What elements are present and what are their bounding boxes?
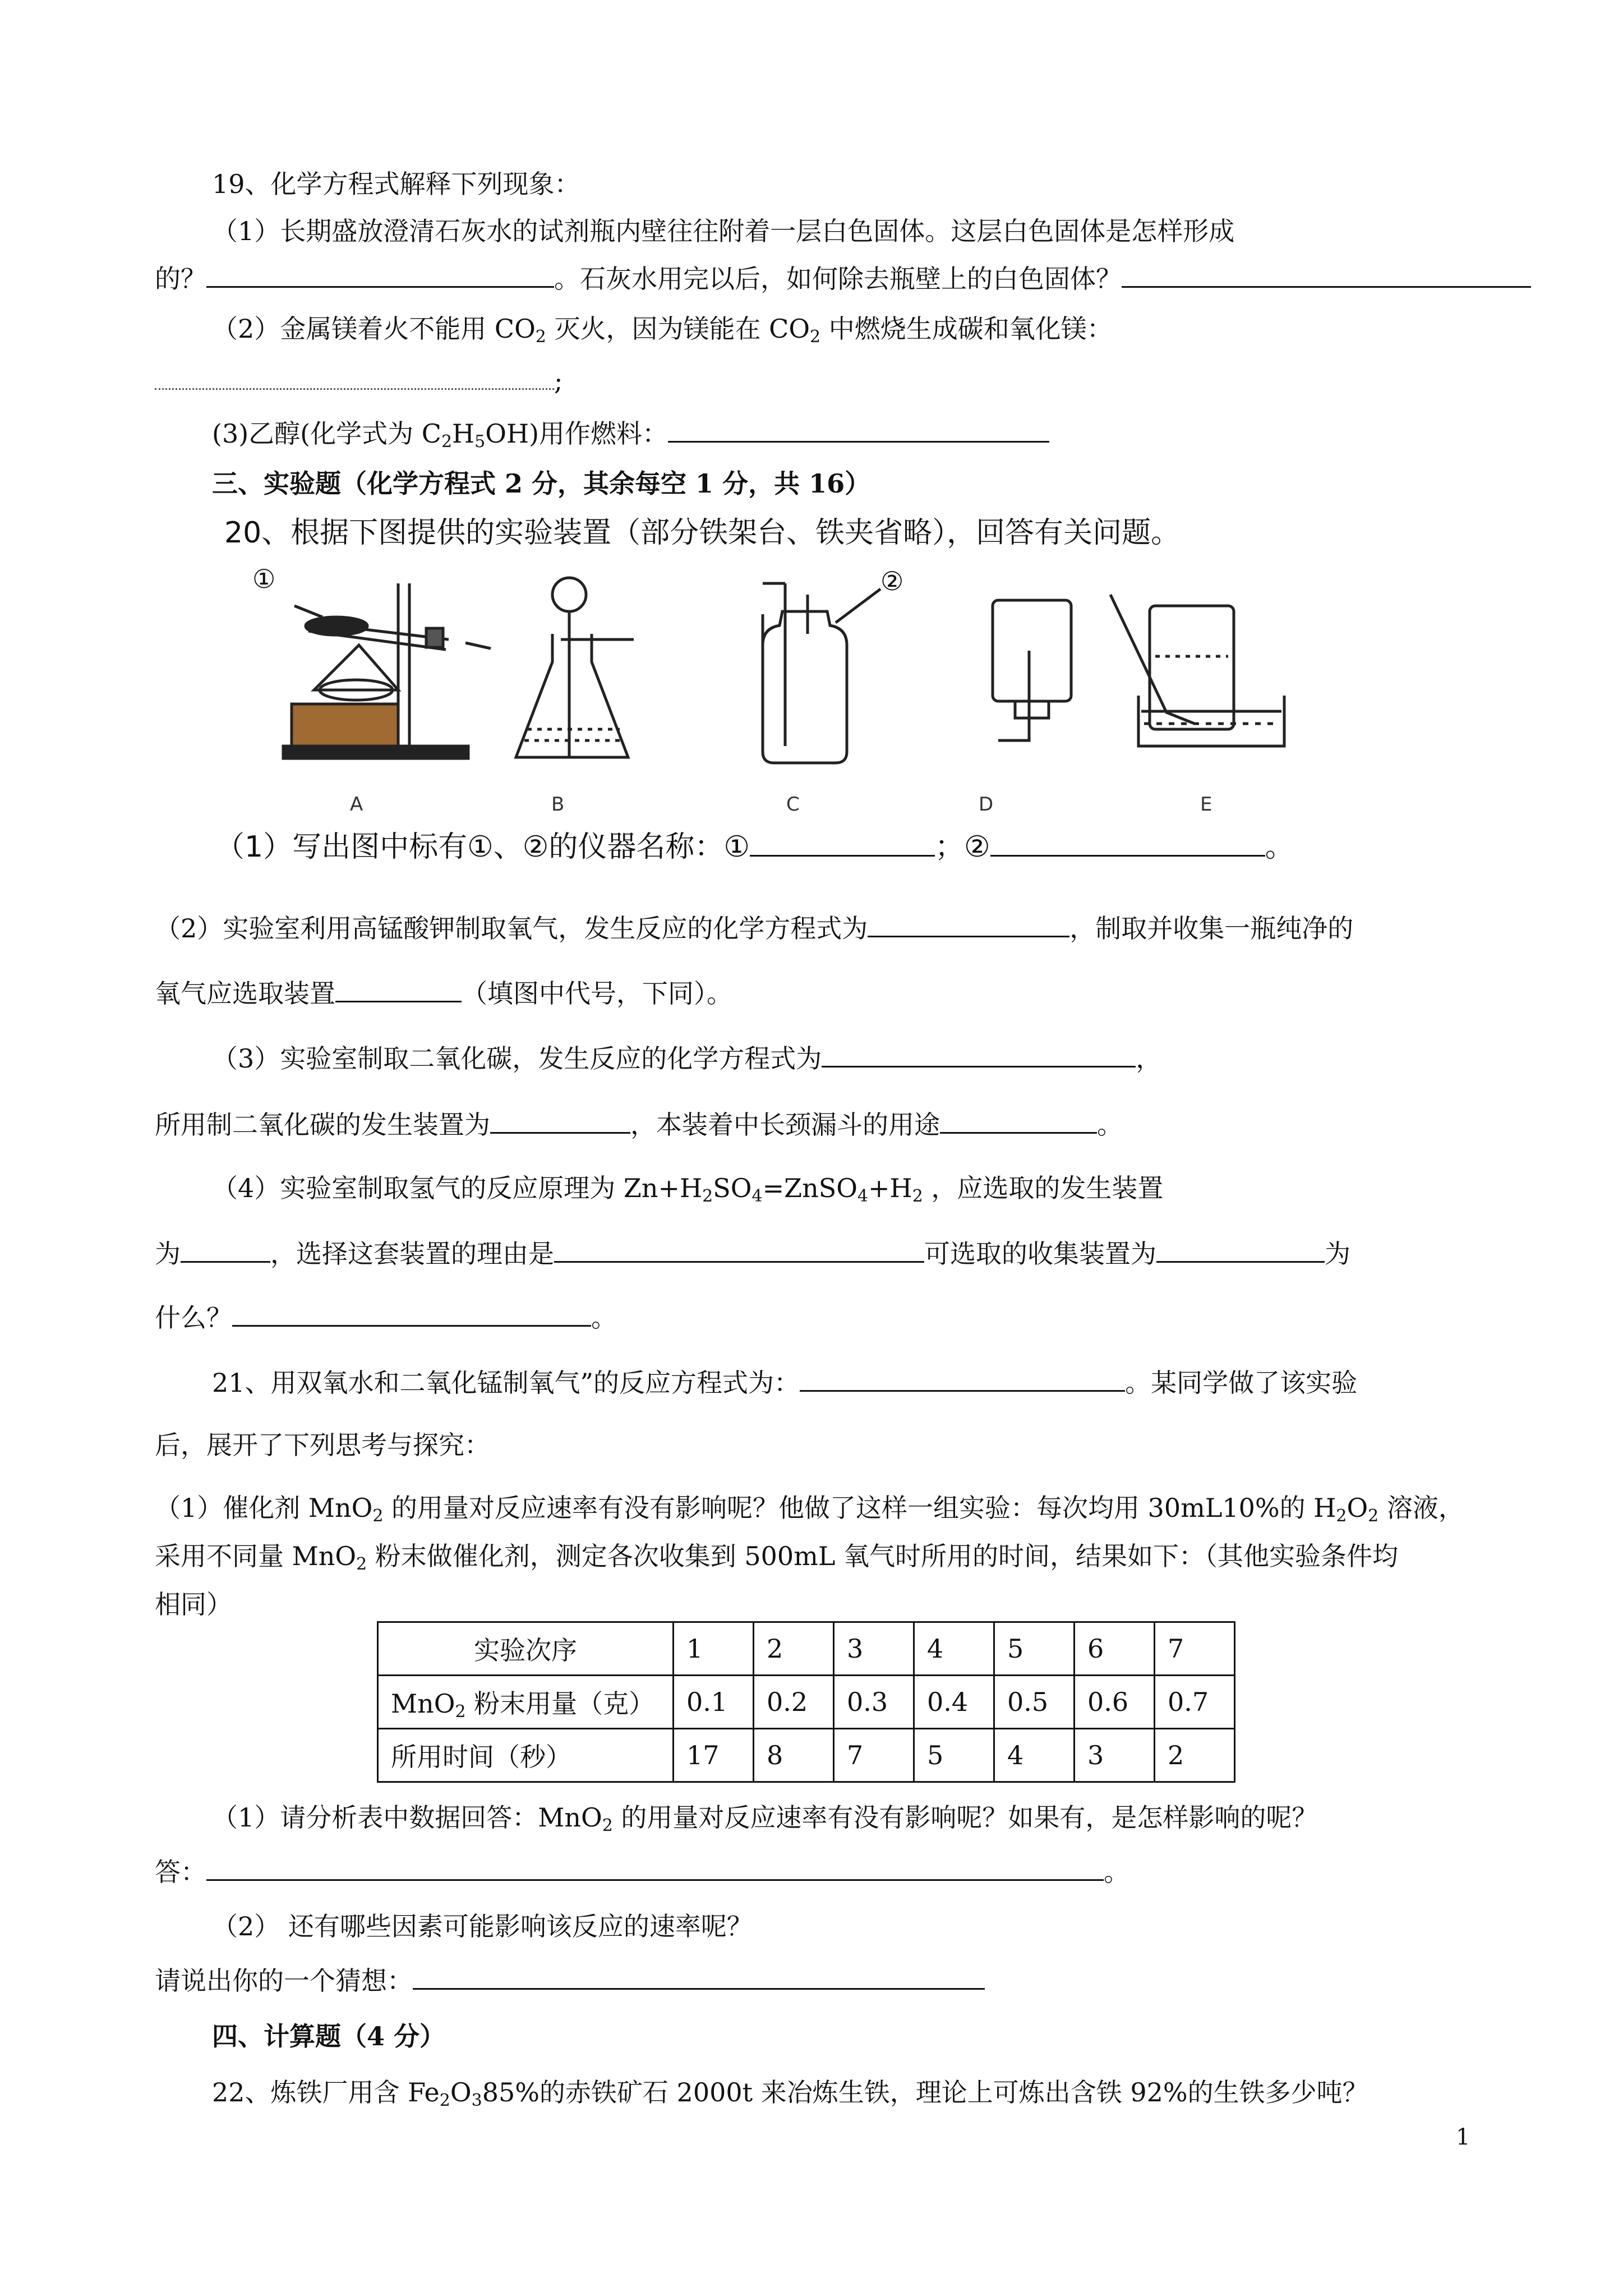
- table-cell: 0.6: [1075, 1676, 1155, 1729]
- table-cell: 4: [914, 1622, 994, 1676]
- q21-line3: [155, 1491, 1464, 1525]
- q21-answer: [155, 1855, 1129, 1889]
- q20-part4-text-j: 什么？: [155, 1303, 232, 1333]
- q20-part3-line1: [212, 1041, 1161, 1075]
- q20-part1: [215, 830, 1294, 864]
- q21-line5: 相同）: [155, 1589, 232, 1619]
- q21-text-c: （1）催化剂 MnO: [155, 1493, 373, 1523]
- q20-part1-text-a: （1）写出图中标有①、②的仪器名称：①: [215, 830, 750, 864]
- q20-part2-text-d: （填图中代号，下同）。: [462, 978, 732, 1009]
- label-a: A: [350, 793, 363, 816]
- q19-part2-line1: [212, 312, 1113, 346]
- q20-part4-line2: [155, 1236, 1350, 1271]
- subscript: 2: [439, 2091, 450, 2110]
- marker-2: ②: [880, 566, 904, 596]
- q19-blank-4[interactable]: [668, 416, 1049, 443]
- label-d: D: [979, 793, 994, 816]
- q19-part2-text-c: 中燃烧生成碳和氧化镁：: [820, 314, 1113, 344]
- subscript: 5: [474, 432, 486, 452]
- q22-text-c: 85%的赤铁矿石 2000t 来冶炼生铁，理论上可炼出含铁 92%的生铁多少吨？: [482, 2077, 1368, 2108]
- q21-text-h: 粉末做催化剂，测定各次收集到 500mL 氧气时所用的时间，结果如下：（其他实验条件均: [367, 1541, 1398, 1571]
- table-cell: 7: [834, 1729, 914, 1782]
- apparatus-c: [763, 583, 880, 763]
- subscript: 2: [535, 327, 546, 347]
- apparatus-a: [283, 583, 491, 758]
- table-cell: 0.2: [754, 1676, 834, 1729]
- q20-part4-text-e: ，应选取的发生装置: [923, 1173, 1164, 1203]
- q19-part2-text-a: （2）金属镁着火不能用 CO: [212, 314, 536, 344]
- q20-blank-5[interactable]: [822, 1041, 1136, 1068]
- q20-blank-2[interactable]: [990, 830, 1265, 857]
- table-cell: 实验次序: [378, 1622, 674, 1676]
- q20-title: 20、根据下图提供的实验装置（部分铁架台、铁夹省略），回答有关问题。: [224, 516, 1181, 550]
- page-number: 1: [1456, 2124, 1470, 2150]
- q20-blank-1[interactable]: [750, 830, 935, 857]
- q21-line4: [155, 1539, 1398, 1573]
- q21-text-a: 21、用双氧水和二氧化锰制氧气”的反应方程式为：: [212, 1368, 800, 1398]
- q20-blank-3[interactable]: [868, 911, 1069, 937]
- q20-part2-text-c: 氧气应选取装置: [155, 978, 335, 1009]
- q19-part2-text-b: 灭火，因为镁能在 CO: [546, 314, 810, 344]
- data-table: [377, 1621, 1235, 1783]
- q21-text-j: 的用量对反应速率有没有影响呢？如果有，是怎样影响的呢？: [612, 1802, 1318, 1833]
- q21-blank-2[interactable]: [206, 1855, 1104, 1881]
- q20-part3-text-e: 。: [1097, 1110, 1123, 1140]
- q20-part2-line1: [155, 911, 1353, 945]
- q20-blank-11[interactable]: [232, 1300, 591, 1327]
- subscript: 2: [912, 1186, 923, 1206]
- q21-line1: [212, 1365, 1357, 1400]
- q20-part4-text-i: 为: [1325, 1239, 1350, 1269]
- cell-text: 粉末用量（克）: [465, 1688, 655, 1719]
- table-cell: 5: [914, 1729, 994, 1782]
- label-b: B: [551, 793, 565, 816]
- q20-blank-9[interactable]: [554, 1236, 924, 1263]
- q21-guess: [155, 1963, 985, 1998]
- q20-part4-line1: [212, 1171, 1163, 1205]
- subscript: 2: [1368, 1506, 1379, 1526]
- q21-text-d: 的用量对反应速率有没有影响呢？他做了这样一组实验：每次均用 30mL10%的 H: [383, 1493, 1336, 1523]
- q20-part4-text-k: 。: [591, 1303, 617, 1333]
- q19-part1-text-b: 。石灰水用完以后，如何除去瓶壁上的白色固体？: [554, 264, 1122, 294]
- q22-text-b: O: [450, 2077, 472, 2108]
- q19-part2-line2: [155, 364, 563, 398]
- q20-part3-text-b: ，: [1136, 1043, 1162, 1074]
- q22-text-a: 22、炼铁厂用含 Fe: [212, 2077, 440, 2108]
- q21-text-i: （1）请分析表中数据回答：MnO: [212, 1802, 602, 1833]
- section4-heading: 四、计算题（4 分）: [212, 2021, 446, 2051]
- q20-blank-6[interactable]: [490, 1107, 630, 1134]
- table-cell: 1: [674, 1622, 754, 1676]
- table-cell: 0.1: [674, 1676, 754, 1729]
- q20-part4-text-b: SO: [713, 1173, 752, 1203]
- table-row: [378, 1622, 1235, 1676]
- table-cell: 8: [754, 1729, 834, 1782]
- table-cell: 3: [834, 1622, 914, 1676]
- q21-guess-label: 请说出你的一个猜想：: [155, 1966, 413, 1996]
- q20-part4-text-d: +H: [868, 1173, 912, 1203]
- q20-part4-text-h: 可选取的收集装置为: [924, 1239, 1156, 1269]
- q20-part3-text-d: ，本装着中长颈漏斗的用途: [630, 1110, 940, 1140]
- q19-part3-text-c: OH)用作燃料：: [485, 418, 668, 449]
- q19-part3-text-a: (3)乙醇(化学式为 C: [212, 418, 441, 449]
- subscript: 4: [857, 1186, 869, 1206]
- table-cell: 7: [1155, 1622, 1235, 1676]
- q21-answer-end: 。: [1104, 1857, 1129, 1887]
- section3-heading: 三、实验题（化学方程式 2 分，其余每空 1 分，共 16）: [212, 468, 871, 499]
- q21-answer-label: 答：: [155, 1857, 206, 1887]
- table-cell: 0.7: [1155, 1676, 1235, 1729]
- subscript: 2: [356, 1554, 367, 1574]
- cell-text: MnO: [391, 1688, 455, 1719]
- subscript: 2: [372, 1506, 384, 1526]
- q20-part3-text-c: 所用制二氧化碳的发生装置为: [155, 1110, 490, 1140]
- q21-question1: [212, 1801, 1317, 1834]
- q22: [212, 2076, 1368, 2109]
- q21-text-b: 。某同学做了该实验: [1125, 1368, 1358, 1398]
- table-row: [378, 1676, 1235, 1729]
- q19-part1-line1: （1）长期盛放澄清石灰水的试剂瓶内壁往往附着一层白色固体。这层白色固体是怎样形成: [212, 216, 1235, 246]
- q19-part1-line2: [155, 261, 1531, 296]
- q21-line2: 后，展开了下列思考与探究：: [155, 1430, 490, 1460]
- q20-blank-7[interactable]: [940, 1107, 1097, 1134]
- table-cell: 2: [1155, 1729, 1235, 1782]
- marker-1: ①: [252, 564, 276, 594]
- subscript: 4: [751, 1186, 763, 1206]
- table-cell: [378, 1676, 674, 1729]
- label-c: C: [786, 793, 800, 816]
- table-cell: 0.4: [914, 1676, 994, 1729]
- table-cell: 4: [994, 1729, 1075, 1782]
- q21-text-g: 采用不同量 MnO: [155, 1541, 357, 1571]
- q20-part3-line2: [155, 1107, 1123, 1142]
- table-cell: 5: [994, 1622, 1075, 1676]
- q20-part4-text-g: ，选择这套装置的理由是: [270, 1239, 554, 1269]
- subscript: 2: [810, 327, 821, 347]
- q20-part4-text-f: 为: [155, 1239, 181, 1269]
- q20-part2-text-b: ，制取并收集一瓶纯净的: [1069, 913, 1354, 944]
- q20-part3-text-a: （3）实验室制取二氧化碳，发生反应的化学方程式为: [212, 1043, 822, 1074]
- q19-part3-text-b: H: [452, 418, 475, 449]
- table-cell: 2: [754, 1622, 834, 1676]
- subscript: 3: [471, 2091, 482, 2110]
- apparatus-d: [993, 600, 1071, 740]
- table-cell: 0.3: [834, 1676, 914, 1729]
- q20-part4-text-c: =ZnSO: [762, 1173, 857, 1203]
- q20-part4-line3: [155, 1300, 617, 1335]
- q20-part1-text-b: ；②: [934, 830, 990, 864]
- q21-text-f: 溶液，: [1378, 1493, 1464, 1523]
- q20-part2-text-a: （2）实验室利用高锰酸钾制取氧气，发生反应的化学方程式为: [155, 913, 868, 944]
- table-cell: 3: [1075, 1729, 1155, 1782]
- q20-blank-4[interactable]: [335, 976, 462, 1002]
- q21-blank-1[interactable]: [800, 1365, 1125, 1392]
- q21-question2: （2） 还有哪些因素可能影响该反应的速率呢？: [212, 1911, 753, 1941]
- q19-blank-3[interactable]: [155, 364, 554, 390]
- table-cell: 17: [674, 1729, 754, 1782]
- q19-part1-text-a: 的？: [155, 264, 206, 294]
- apparatus-b: [516, 578, 634, 757]
- table-cell: 所用时间（秒）: [378, 1729, 674, 1782]
- q19-blank-2[interactable]: [1122, 261, 1531, 288]
- q21-blank-3[interactable]: [413, 1963, 985, 1990]
- q19-part3: [212, 416, 1049, 450]
- subscript: 2: [441, 432, 453, 452]
- q20-part2-line2: [155, 976, 732, 1010]
- table-row: [378, 1729, 1235, 1782]
- apparatus-figure: [247, 561, 1312, 830]
- q20-part4-text-a: （4）实验室制取氢气的反应原理为 Zn+H: [212, 1173, 703, 1203]
- q21-text-e: O: [1347, 1493, 1368, 1523]
- subscript: 2: [602, 1816, 613, 1835]
- q20-blank-10[interactable]: [1156, 1236, 1325, 1263]
- label-e: E: [1200, 793, 1212, 816]
- q19-part2-end: ;: [554, 366, 563, 396]
- apparatus-e: [1110, 595, 1284, 746]
- q19-blank-1[interactable]: [206, 261, 554, 288]
- table-cell: 6: [1075, 1622, 1155, 1676]
- subscript: 2: [455, 1702, 466, 1722]
- q19-title: 19、化学方程式解释下列现象：: [212, 169, 580, 199]
- table-cell: 0.5: [994, 1676, 1075, 1729]
- q20-part1-text-c: 。: [1265, 830, 1294, 864]
- subscript: 2: [702, 1186, 713, 1206]
- subscript: 2: [1336, 1506, 1347, 1526]
- q20-blank-8[interactable]: [181, 1236, 270, 1263]
